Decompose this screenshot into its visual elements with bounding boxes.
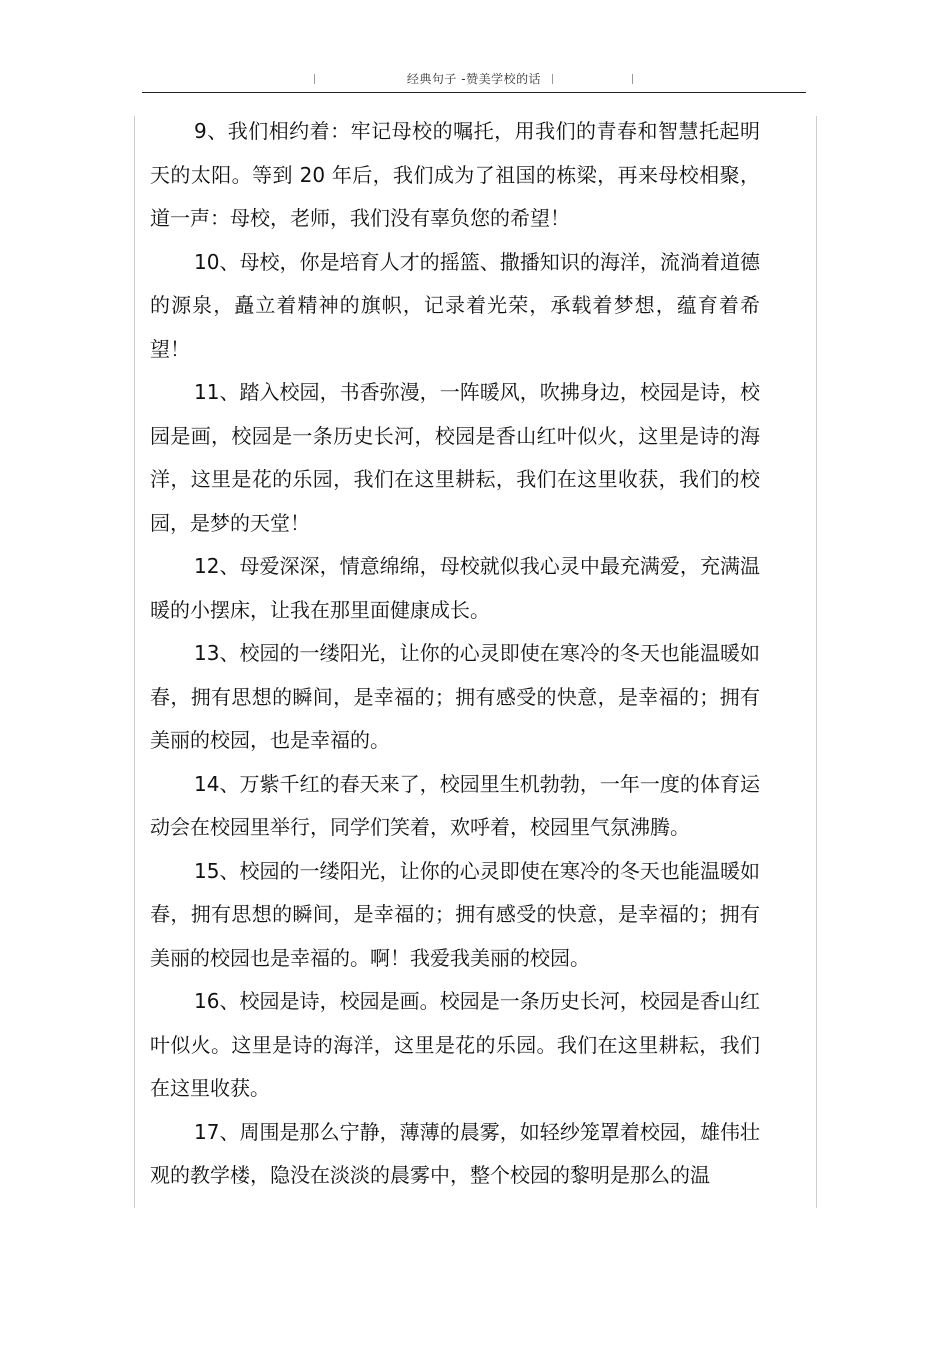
paragraph-15: 15、校园的一缕阳光，让你的心灵即使在寒冷的冬天也能温暖如春，拥有思想的瞬间，是幸福的；拥有感受的快意，是幸福的；拥有美丽的校园也是幸福的。啊！我爱我美丽的校园。: [150, 858, 760, 970]
paragraph-14: 14、万紫千红的春天来了，校园里生机勃勃，一年一度的体育运动会在校园里举行，同学们笑着，欢呼着，校园里气氛沸腾。: [150, 771, 760, 839]
paragraph-10: 10、母校，你是培育人才的摇篮、撒播知识的海洋，流淌着道德的源泉，矗立着精神的旗帜，记录着光荣，承载着梦想，蕴育着希望！: [150, 249, 760, 361]
left-margin-line: [134, 116, 135, 1208]
right-margin-line: [816, 116, 817, 1208]
document-body: [150, 110, 760, 1198]
paragraph-11: 11、踏入校园，书香弥漫，一阵暖风，吹拂身边，校园是诗，校园是画，校园是一条历史长河，校园是香山红叶似火，这里是诗的海洋，这里是花的乐园，我们在这里耕耘，我们在这里收获，我们的校园，是梦的天堂！: [150, 380, 760, 535]
paragraph-12: 12、母爱深深，情意绵绵，母校就似我心灵中最充满爱，充满温暖的小摆床，让我在那里面健康成长。: [150, 554, 760, 622]
paragraph-17: 17、周围是那么宁静，薄薄的晨雾，如轻纱笼罩着校园，雄伟壮观的教学楼，隐没在淡淡的晨雾中，整个校园的黎明是那么的温: [150, 1119, 760, 1187]
header-title: 经典句子 -赞美学校的话: [406, 72, 542, 86]
paragraph-13: 13、校园的一缕阳光，让你的心灵即使在寒冷的冬天也能温暖如春，拥有思想的瞬间，是幸福的；拥有感受的快意，是幸福的；拥有美丽的校园，也是幸福的。: [150, 641, 760, 752]
paragraph-9: 9、我们相约着：牢记母校的嘱托，用我们的青春和智慧托起明天的太阳。等到 20 年后，我们成为了祖国的栋梁，再来母校相聚，道一声：母校，老师，我们没有辜负您的希望！: [150, 119, 760, 230]
page-header: [142, 64, 806, 93]
paragraph-16: 16、校园是诗，校园是画。校园是一条历史长河，校园是香山红叶似火。这里是诗的海洋，这里是花的乐园。我们在这里耕耘，我们在这里收获。: [150, 989, 760, 1100]
